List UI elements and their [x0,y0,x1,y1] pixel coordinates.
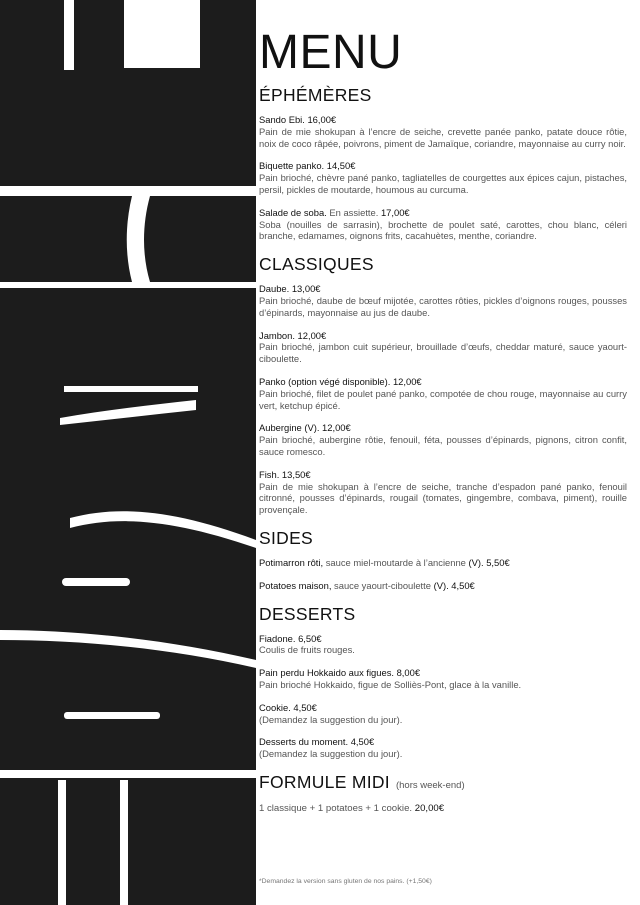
menu-item [259,114,627,149]
item-name: Jambon. 12,00€ [259,329,327,341]
item-name: Daube. 13,00€ [259,283,321,295]
item-heading [259,580,627,592]
formule-price: 20,00€ [412,802,445,814]
menu-item [259,580,627,592]
menu-item [259,160,627,195]
item-name: Potatoes maison, [259,579,332,591]
item-name: Desserts du moment. 4,50€ [259,736,375,748]
item-description: Pain brioché, chèvre pané panko, tagliatelles de courgettes aux épices cajun, pistaches, persil, pickles de moutarde, houmous au curcuma. [259,172,627,195]
section-title: DESSERTS [259,603,356,624]
section-sides [259,527,627,592]
section-formule [259,771,627,814]
item-description: Pain brioché, aubergine rôtie, fenouil, féta, pousses d’épinards, pignons, citron confit, sauce romesco. [259,434,627,457]
item-heading [259,557,627,569]
item-description: (Demandez la suggestion du jour). [259,713,403,725]
menu-item [259,283,627,318]
brand-logo-strip [0,0,256,905]
section-title: ÉPHÉMÈRES [259,85,372,105]
item-heading [259,207,627,219]
formule-note: (hors week-end) [395,779,465,791]
item-name: Potimarron rôti, [259,556,324,568]
menu-item [259,376,627,411]
item-name: Panko (option végé disponible). 12,00€ [259,375,422,387]
item-name: Pain perdu Hokkaido aux figues. 8,00€ [259,667,421,679]
formule-title: FORMULE MIDI [259,771,390,792]
item-subtitle: En assiette. [326,206,379,218]
menu-content [259,28,627,818]
section-ephemeres [259,84,627,242]
item-name: Biquette panko. 14,50€ [259,160,356,172]
menu-item [259,207,627,242]
menu-title: MENU [259,26,403,79]
item-description: Pain brioché Hokkaido, figue de Solliès-Pont, glace à la vanille. [259,678,522,690]
section-title: SIDES [259,527,314,548]
frankie-logo [0,0,256,905]
section-classiques [259,253,627,516]
item-description: Pain de mie shokupan à l’encre de seiche, crevette panée panko, patate douce rôtie, noix de coco râpée, poivrons, piment de Jamaïque, coriandre, mayonnaise au curry noir. [259,125,627,149]
menu-item [259,702,627,726]
menu-item [259,667,627,691]
menu-item [259,422,627,457]
item-name: Fish. 13,50€ [259,468,311,480]
item-subtitle: sauce miel-moutarde à l’ancienne [323,556,466,568]
menu-item [259,330,627,365]
footnote: *Demandez la version sans gluten de nos pains. (+1,50€) [259,878,432,885]
item-name: Fiadone. 6,50€ [259,632,322,644]
item-description: Soba (nouilles de sarrasin), brochette de poulet saté, carottes, chou blanc, céleri branche, edamames, oignons frits, cacahuètes, menthe, coriandre. [259,218,627,242]
item-name: Cookie. 4,50€ [259,701,317,713]
item-description: Pain brioché, daube de bœuf mijotée, carottes rôties, pickles d’oignons rouges, pousses d’épinards, mayonnaise au jus de daube. [259,294,627,318]
menu-item [259,557,627,569]
section-desserts [259,603,627,760]
item-description: Pain de mie shokupan à l’encre de seiche, tranche d’espadon pané panko, fenouil citronné, pousses d’épinards, rougail (tomates, gingembre, combava, piment), rouille provençale. [259,480,627,516]
formule-line [259,803,627,814]
item-name: Sando Ebi. 16,00€ [259,114,337,125]
menu-item [259,736,627,760]
item-description: Pain brioché, filet de poulet pané panko, compotée de chou rouge, mayonnaise au curry vert, ketchup épicé. [259,387,627,411]
item-description: Pain brioché, jambon cuit supérieur, brouillade d’œufs, cheddar maturé, sauce yaourt-ciboulette. [259,341,627,365]
item-price: (V). 5,50€ [465,556,510,568]
formule-heading [259,771,627,793]
formule-contents: 1 classique + 1 potatoes + 1 cookie. [259,802,413,814]
item-price: (V). 4,50€ [430,579,475,591]
item-name: Aubergine (V). 12,00€ [259,422,351,434]
section-title: CLASSIQUES [259,254,374,275]
item-name: Salade de soba. [259,206,327,218]
item-description: (Demandez la suggestion du jour). [259,748,403,760]
menu-item [259,633,627,657]
item-description: Coulis de fruits rouges. [259,644,355,656]
item-subtitle: sauce yaourt-ciboulette [331,579,431,591]
menu-item [259,469,627,516]
item-price: 17,00€ [378,206,410,218]
